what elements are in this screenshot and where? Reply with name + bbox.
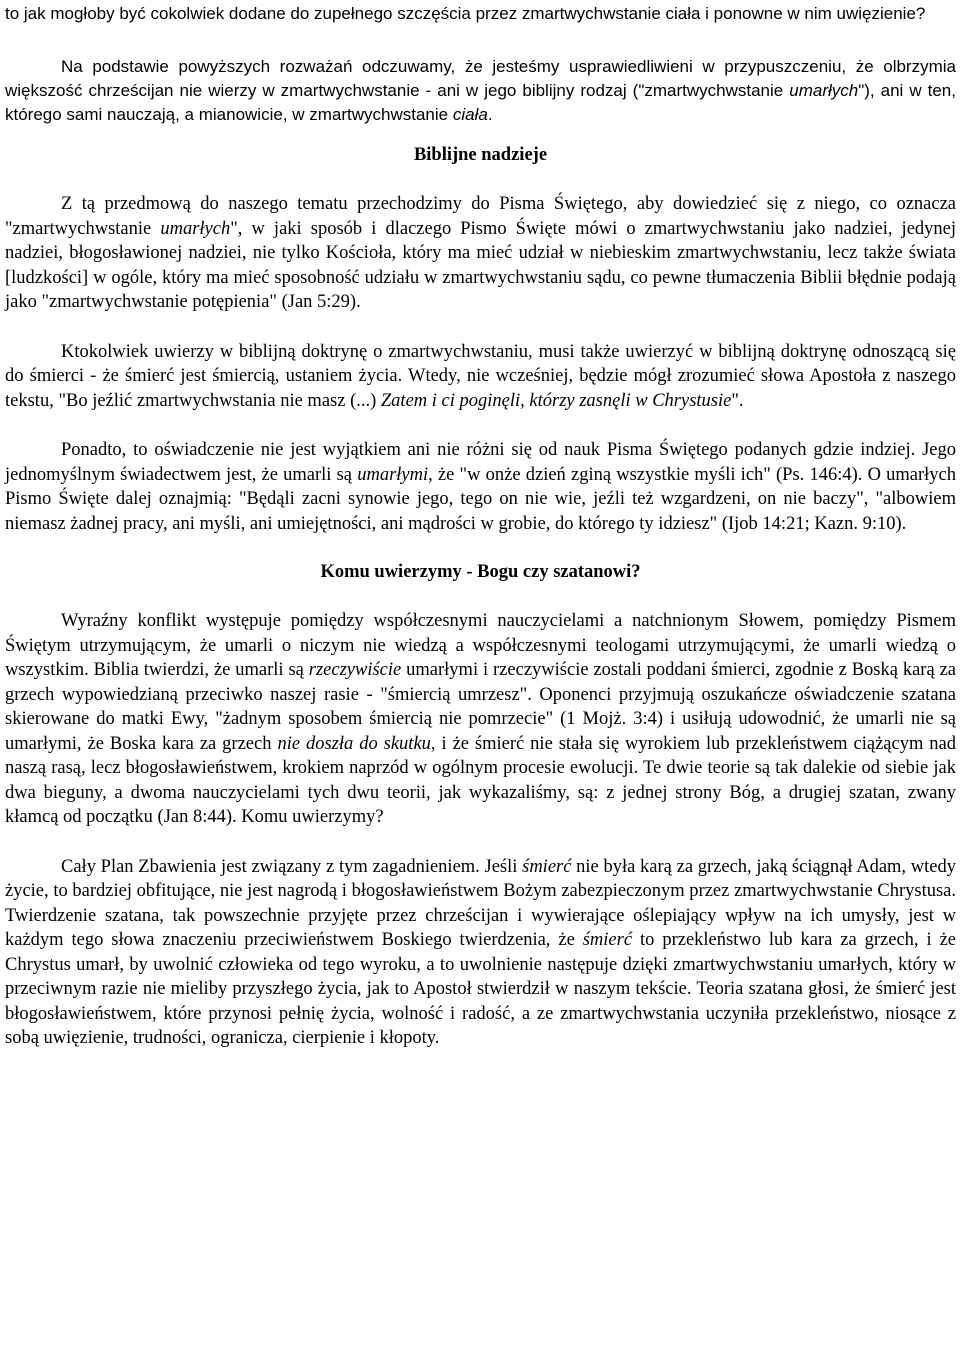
paragraph-text: . [487,105,493,124]
italic-text: umarłych [789,81,859,100]
paragraph-scripture [5,438,956,536]
paragraph-text: ". [731,390,744,411]
italic-text: nie doszła do skutku [277,733,431,754]
paragraph-doctrine [5,340,956,414]
italic-text: rzeczywiście [308,660,402,680]
italic-text: umarłych [160,218,231,239]
section-heading-biblical-hopes: Biblijne nadzieje [413,145,548,165]
paragraph-text: nie była karą za grzech, jaką ściągnął Adam, wtedy życie, to bardziej obfitujące, nie jest nagrodą i błogosławieństwem Bożym zabezpieczonym przez zmartwychwstanie Chrystusa. Twierdzenie szatana, tak powszechnie przyjęte przez chrześcijan i wywierające oślepiający wpływ na ich umysły, jest w każdym tego słowa znaczeniu przeciwieństwem Boskiego twierdzenia, że [5,856,956,950]
paragraph-text: , i że śmierć nie stała się wyrokiem lub przekleństwem ciążącym nad naszą rasą, lecz błogosławieństwem, krokiem naprzód w ogólnym procesie ewolucji. Te dwie teorie są tak dalekie od siebie jak dwa bieguny, a dwoma nauczycielami tych dwu teorii, jak wykazaliśmy, są: z jednej strony Bóg, a drugiej szatan, zwany kłamcą od początku (Jan 8:44). Komu uwierzymy? [5,733,957,827]
paragraph-text: , że "w onże dzień zginą wszystkie myśli ich" (Ps. 146:4). O umarłych Pismo Święte dalej oznajmią: "Będąli zacni synowie jego, tego on nie wie, jeźli też wzgardzeni, on nie baczy", "albowiem niemasz żadnej pracy, ani myśli, ani umiejętności, ani mądrości w grobie, do którego ty idziesz" (Ijob 14:21; Kazn. 9:10). [5,464,956,534]
italic-text: śmierć [522,856,572,877]
paragraph-text: Ponadto, to oświadczenie nie jest wyjątkiem ani nie różni się od nauk Pisma Świętego podanych gdzie indziej. Jego jednomyślnym świadectwem jest, że umarli są [5,440,956,485]
paragraph-continuation [5,0,956,26]
section-heading-whom-to-believe: Komu uwierzymy - Bogu czy szatanowi? [320,562,641,582]
italic-text: umarłymi [357,464,429,485]
paragraph-text: ", w jaki sposób i dlaczego Pismo Święte mówi o zmartwychwstaniu jako nadziei, jedynej nadziei, błogosławionej nadziei, nie tylko Kościoła, który ma mieć udział w niebieskim zmartwychwstaniu, lecz także świata [ludzkości] w ogóle, który ma mieć sposobność udziału w zmartwychwstaniu sądu, co pewne tłumaczenia Biblii błędnie podają jako "zmartwychwstanie potępienia" (Jan 5:29). [5,218,957,312]
paragraph-text: Z tą przedmową do naszego tematu przechodzimy do Pisma Świętego, aby dowiedzieć się z niego, co oznacza "zmartwychwstanie [5,194,956,239]
paragraph-text: to jak mogłoby być cokolwiek dodane do zupełnego szczęścia przez zmartwychwstanie ciała i ponowne w nim uwięzienie? [5,4,926,23]
italic-text: ciała [452,105,488,124]
paragraph-text: "), ani w ten, którego sami nauczają, a mianowicie, w zmartwychwstanie [5,81,956,124]
paragraph-text: Cały Plan Zbawienia jest związany z tym zagadnieniem. Jeśli [61,856,523,877]
italic-text: śmierć [582,930,633,950]
paragraph-conflict [5,609,956,830]
paragraph-text: Wyraźny konflikt występuje pomiędzy współczesnymi nauczycielami a natchnionym Słowem, pomiędzy Pismem Świętym utrzymującym, że umarli o niczym nie wiedzą a współczesnymi teologami utrzymującymi, że umarli wiedzą o wszystkim. Biblia twierdzi, że umarli są [5,611,956,680]
paragraph-text: Ktokolwiek uwierzy w biblijną doktrynę o zmartwychwstaniu, musi także uwierzyć w biblijną doktrynę odnoszącą się do śmierci - że śmierć jest śmiercią, ustaniem życia. Wtedy, nie wcześniej, będzie mógł zrozumieć słowa Apostoła z naszego tekstu, "Bo jeźlić zmartwychwstania nie masz (...) [5,341,956,411]
paragraph-plan-of-salvation [5,855,956,1051]
paragraph-biblical-hopes [5,192,956,315]
paragraph-intro [5,55,956,127]
paragraph-text: umarłymi i rzeczywiście zostali poddani śmierci, zgodnie z Boską karą za grzech wypowiedzianą przeciwko naszej rasie - "śmiercią umrzesz". Oponenci przyjmują oszukańcze oświadczenie szatana skierowane do matki Ewy, "żadnym sposobem śmiercią nie pomrzecie" (1 Mojż. 3:4) i usiłują udowodnić, że umarli nie są umarłymi, że Boska kara za grzech [5,660,956,754]
italic-text: Zatem i ci poginęli, którzy zasnęli w Chrystusie [380,390,732,411]
paragraph-text: Na podstawie powyższych rozważań odczuwamy, że jesteśmy usprawiedliwieni w przypuszczeniu, że olbrzymia większość chrześcijan nie wierzy w zmartwychwstanie - ani w jego biblijny rodzaj ("zmartwychwstanie [5,57,956,100]
paragraph-text: to przekleństwo lub kara za grzech, i że Chrystus umarł, by uwolnić człowieka od tego wyroku, a to uwolnienie następuje dzięki zmartwychwstaniu umarłych, który w przeciwnym razie nie mieliby przyszłego życia, jak to Apostoł stwierdził w naszym tekście. Teoria szatana głosi, że śmierć jest błogosławieństwem, które przynosi pełnię życia, wolność i radość, a ze zmartwychwstania uczyniła przekleństwo, niosące z sobą uwięzienie, trudności, ogranicza, cierpienie i kłopoty. [5,930,956,1048]
